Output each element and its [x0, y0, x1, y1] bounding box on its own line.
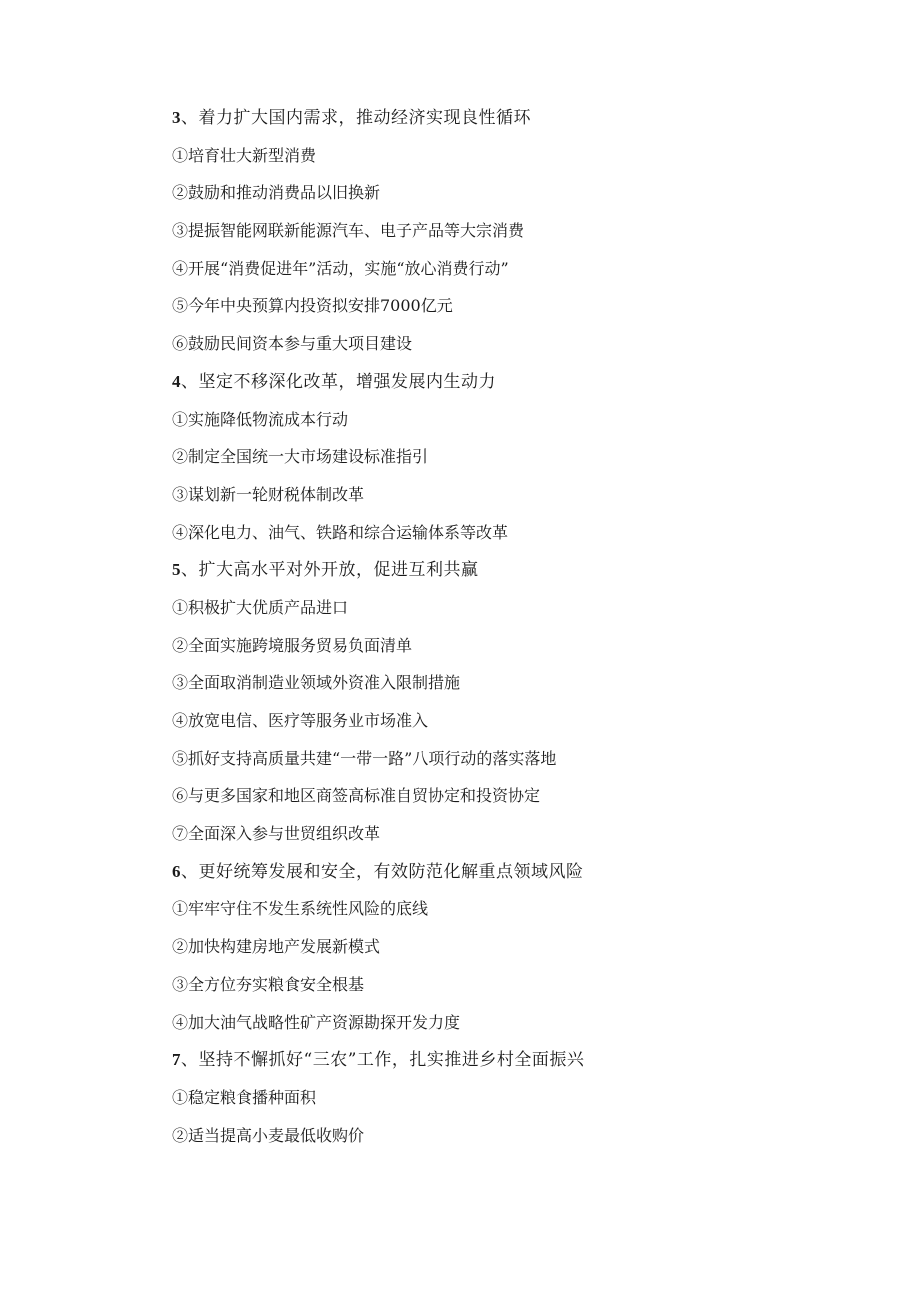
list-item: ⑦全面深入参与世贸组织改革 [172, 824, 381, 844]
section-heading [172, 1041, 812, 1079]
list-item: ①牢牢守住不发生系统性风险的底线 [172, 899, 429, 919]
section-number: 6 [172, 861, 181, 881]
list-item: ④放宽电信、医疗等服务业市场准入 [172, 711, 429, 730]
list-item: ④加大油气战略性矿产资源勘探开发力度 [172, 1012, 461, 1032]
list-item: ①培育壮大新型消费 [172, 145, 317, 165]
list-item: ②适当提高小麦最低收购价 [172, 1125, 365, 1145]
list-item: ⑤抓好支持高质量共建“一带一路”八项行动的落实落地 [172, 748, 557, 768]
list-item: ④深化电力、油气、铁路和综合运输体系等改革 [172, 522, 509, 542]
section-heading [172, 551, 812, 589]
section-number: 5 [172, 560, 181, 580]
list-item: ①稳定粮食播种面积 [172, 1087, 317, 1107]
section-title: 、扩大高水平对外开放，促进互利共赢 [181, 560, 479, 581]
section-title: 、坚定不移深化改革，增强发展内生动力 [181, 371, 496, 392]
list-item: ③提振智能网联新能源汽车、电子产品等大宗消费 [172, 221, 525, 241]
list-item: ④开展“消费促进年”活动，实施“放心消费行动” [172, 258, 509, 278]
list-item: ②全面实施跨境服务贸易负面清单 [172, 635, 413, 655]
list-item: ②加快构建房地产发展新模式 [172, 937, 381, 957]
section-number: 4 [172, 371, 181, 391]
list-item: ⑥与更多国家和地区商签高标准自贸协定和投资协定 [172, 786, 541, 806]
section-title: 、坚持不懈抓好“三农”工作，扎实推进乡村全面振兴 [181, 1050, 585, 1071]
list-item: ②鼓励和推动消费品以旧换新 [172, 183, 381, 203]
list-item: ⑤今年中央预算内投资拟安排7000亿元 [172, 296, 453, 316]
list-item: ①积极扩大优质产品进口 [172, 597, 349, 617]
section-title: 、更好统筹发展和安全，有效防范化解重点领域风险 [181, 861, 584, 882]
section-heading [172, 363, 812, 401]
section-heading [172, 99, 812, 137]
list-item: ③全面取消制造业领域外资准入限制措施 [172, 673, 461, 693]
document-content [172, 99, 812, 1154]
list-item: ③全方位夯实粮食安全根基 [172, 974, 365, 994]
list-item: ②制定全国统一大市场建设标准指引 [172, 447, 429, 467]
section-number: 7 [172, 1050, 181, 1070]
section-title: 、着力扩大国内需求，推动经济实现良性循环 [181, 108, 531, 128]
list-item: ①实施降低物流成本行动 [172, 409, 349, 429]
list-item: ③谋划新一轮财税体制改革 [172, 484, 365, 504]
section-number: 3 [172, 108, 181, 127]
list-item: ⑥鼓励民间资本参与重大项目建设 [172, 334, 413, 354]
section-heading [172, 853, 812, 891]
